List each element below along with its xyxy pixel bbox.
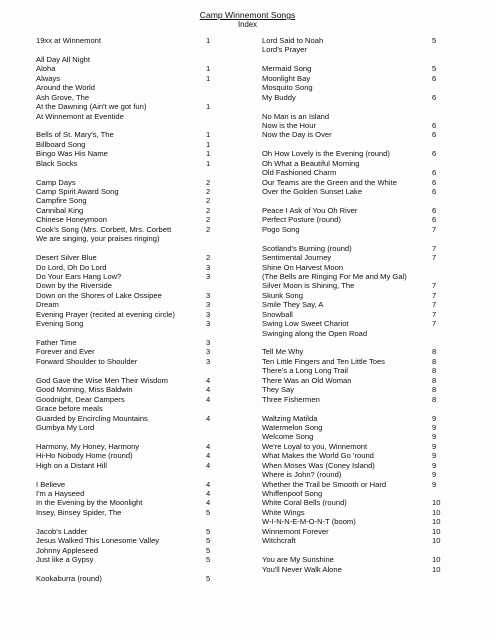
song-title: We are singing, your praises ringing) <box>36 234 160 244</box>
page-number: 5 <box>432 64 437 74</box>
page-number: 10 <box>432 517 441 527</box>
index-entry <box>36 319 218 328</box>
index-entry <box>262 319 442 328</box>
index-entry <box>262 130 442 139</box>
song-title: Do Your Ears Hang Low? <box>36 271 122 281</box>
song-title: Jacob's Ladder <box>36 526 88 536</box>
index-entry <box>262 168 442 177</box>
song-title: Evening Song <box>36 319 84 329</box>
blank-line <box>262 55 442 64</box>
blank-line <box>36 244 218 253</box>
page-number: 5 <box>206 507 211 517</box>
index-entry <box>36 385 218 394</box>
page-number: 3 <box>206 271 211 281</box>
page-number: 5 <box>206 545 211 555</box>
page-number: 7 <box>432 290 437 300</box>
song-title: Ash Grove, The <box>36 92 90 102</box>
song-title: Moonlight Bay <box>262 73 311 83</box>
blank-line <box>262 338 442 347</box>
page-number: 8 <box>432 356 437 366</box>
page-number: 1 <box>206 36 211 45</box>
index-entry <box>262 272 442 281</box>
page-number: 1 <box>206 73 211 83</box>
page-number: 9 <box>432 441 437 451</box>
song-title: Lord's Prayer <box>262 45 307 55</box>
song-title: Swinging along the Open Road <box>262 328 368 338</box>
song-title: Our Teams are the Green and the White <box>262 177 397 187</box>
index-entry <box>262 376 442 385</box>
page-number: 4 <box>206 460 211 470</box>
page-number: 5 <box>206 536 211 546</box>
index-entry <box>36 376 218 385</box>
index-entry <box>36 574 218 583</box>
song-title: Watermelon Song <box>262 422 323 432</box>
page-number: 3 <box>206 290 211 300</box>
page-number: 7 <box>432 309 437 319</box>
song-title: (The Bells are Ringing For Me and My Gal) <box>262 271 407 281</box>
song-title: Chinese Honeymoon <box>36 215 107 225</box>
index-entry <box>36 206 218 215</box>
page-number: 9 <box>432 413 437 423</box>
song-title: Old Fashioned Charm <box>262 168 337 178</box>
index-entry <box>262 300 442 309</box>
page-number: 4 <box>206 498 211 508</box>
index-entry <box>262 536 442 545</box>
song-title: Bells of St. Mary's, The <box>36 130 114 140</box>
index-entry <box>262 508 442 517</box>
page-number: 8 <box>432 385 437 395</box>
index-entry <box>262 385 442 394</box>
song-title: They Say <box>262 385 295 395</box>
page-number: 10 <box>432 555 441 565</box>
page-number: 2 <box>206 196 211 206</box>
song-title: 19xx at Winnemont <box>36 36 101 45</box>
page-number: 1 <box>206 102 211 112</box>
song-title: Shine On Harvest Moon <box>262 262 344 272</box>
page-number: 1 <box>206 158 211 168</box>
page-number: 6 <box>432 73 437 83</box>
page-number: 6 <box>432 149 437 159</box>
index-entry <box>262 498 442 507</box>
page-number: 10 <box>432 526 441 536</box>
index-entry <box>36 253 218 262</box>
page-number: 6 <box>432 177 437 187</box>
index-entry <box>36 36 218 45</box>
index-entry <box>36 404 218 413</box>
index-entry <box>262 291 442 300</box>
blank-line <box>36 432 218 441</box>
page-number: 4 <box>206 489 211 498</box>
index-entry <box>262 206 442 215</box>
page-number: 3 <box>206 300 211 310</box>
page-number: 2 <box>206 177 211 187</box>
song-title: Johnny Appleseed <box>36 545 99 555</box>
index-entry <box>36 480 218 489</box>
page-number: 9 <box>432 422 437 432</box>
song-title: Gumbya My Lord <box>36 422 95 432</box>
index-entry <box>262 347 442 356</box>
index-entry <box>36 281 218 290</box>
index-entry <box>36 93 218 102</box>
page-number: 6 <box>432 168 437 178</box>
song-title: Insey, Binsey Spider, The <box>36 507 122 517</box>
song-title: At the Dawning (Ain't we got fun) <box>36 102 147 112</box>
song-title: Guarded by Encircling Mountains <box>36 413 148 423</box>
song-title: Oh What a Beautiful Morning <box>262 158 360 168</box>
index-entry <box>36 159 218 168</box>
index-entry <box>262 489 442 498</box>
index-entry <box>36 498 218 507</box>
song-title: Perfect Posture (round) <box>262 215 341 225</box>
index-entry <box>36 357 218 366</box>
index-entry <box>36 310 218 319</box>
index-entry <box>36 234 218 243</box>
song-title: White Wings <box>262 507 305 517</box>
page-number: 9 <box>432 432 437 442</box>
song-title: When Moses Was (Coney Island) <box>262 460 375 470</box>
song-title: Always <box>36 73 61 83</box>
song-title: High on a Distant Hill <box>36 460 107 470</box>
song-title: Just like a Gypsy <box>36 555 94 565</box>
song-title: Kookaburra (round) <box>36 573 102 583</box>
song-title: Campfire Song <box>36 196 87 206</box>
song-title: Ten Little Fingers and Ten Little Toes <box>262 356 385 366</box>
index-entry <box>262 310 442 319</box>
song-title: Mosquito Song <box>262 83 313 93</box>
song-title: There's a Long Long Trail <box>262 366 348 376</box>
page-number: 4 <box>206 451 211 461</box>
index-entry <box>36 508 218 517</box>
song-title: Skunk Song <box>262 290 303 300</box>
index-entry <box>36 178 218 187</box>
blank-line <box>36 517 218 526</box>
song-title: Grace before meals <box>36 404 103 414</box>
page-number: 9 <box>432 479 437 489</box>
blank-line <box>262 234 442 243</box>
index-entry <box>36 423 218 432</box>
song-title: You'll Never Walk Alone <box>262 564 342 574</box>
song-title: Camp Days <box>36 177 76 187</box>
index-entry <box>262 281 442 290</box>
song-title: Winnemont Forever <box>262 526 329 536</box>
song-title: Scotland's Burning (round) <box>262 243 352 253</box>
index-entry <box>262 64 442 73</box>
page-number: 4 <box>206 375 211 385</box>
page-number: 2 <box>206 187 211 196</box>
page-number: 4 <box>206 479 211 489</box>
page-number: 6 <box>432 120 437 130</box>
index-entry <box>262 112 442 121</box>
page-number: 3 <box>206 262 211 272</box>
index-entry <box>262 74 442 83</box>
song-title: Billboard Song <box>36 139 86 149</box>
index-entry <box>36 225 218 234</box>
index-entry <box>262 263 442 272</box>
index-entry <box>262 442 442 451</box>
page-subtitle: Index <box>237 20 258 29</box>
index-entry <box>36 112 218 121</box>
index-entry <box>36 414 218 423</box>
page-number: 4 <box>206 385 211 395</box>
index-entry <box>36 64 218 73</box>
page-number: 2 <box>206 253 211 263</box>
index-entry <box>262 527 442 536</box>
song-title: What Makes the World Go 'round <box>262 451 374 461</box>
page-number: 8 <box>432 375 437 385</box>
page-number: 8 <box>432 347 437 357</box>
index-entry <box>262 555 442 564</box>
song-title: Cannibal King <box>36 205 84 215</box>
page-number: 3 <box>206 347 211 357</box>
song-title: Tell Me Why <box>262 347 304 357</box>
page-number: 9 <box>432 470 437 480</box>
page-number: 3 <box>206 319 211 329</box>
song-title: Forward Shoulder to Shoulder <box>36 356 138 366</box>
song-title: Pogo Song <box>262 224 300 234</box>
song-title: Bingo Was His Name <box>36 149 108 159</box>
index-entry <box>262 461 442 470</box>
index-entry <box>262 480 442 489</box>
song-title: There Was an Old Woman <box>262 375 352 385</box>
blank-line <box>36 168 218 177</box>
page-number: 7 <box>432 319 437 329</box>
song-title: Waltzing Matilda <box>262 413 318 423</box>
index-entry <box>36 347 218 356</box>
index-entry <box>262 244 442 253</box>
index-entry <box>36 291 218 300</box>
index-entry <box>262 178 442 187</box>
left-index-column <box>36 36 218 583</box>
page-number: 1 <box>206 139 211 149</box>
index-entry <box>262 565 442 574</box>
song-title: I Believe <box>36 479 66 489</box>
page-number: 5 <box>206 526 211 536</box>
blank-line <box>36 565 218 574</box>
page-number: 7 <box>432 281 437 291</box>
song-title: Father Time <box>36 338 77 347</box>
page-number: 9 <box>432 460 437 470</box>
index-entry <box>36 489 218 498</box>
index-entry <box>262 93 442 102</box>
song-title: White Coral Bells (round) <box>262 498 347 508</box>
index-entry <box>262 357 442 366</box>
index-entry <box>262 149 442 158</box>
song-title: Welcome Song <box>262 432 314 442</box>
song-title: Lord Said to Noah <box>262 36 324 45</box>
index-entry <box>36 395 218 404</box>
page-number: 10 <box>432 507 441 517</box>
index-entry <box>36 263 218 272</box>
song-title: We're Loyal to you, Winnemont <box>262 441 368 451</box>
blank-line <box>36 121 218 130</box>
page-number: 4 <box>206 441 211 451</box>
song-title: Good Morning, Miss Baldwin <box>36 385 133 395</box>
song-title: In the Evening by the Moonlight <box>36 498 143 508</box>
page-number: 7 <box>432 243 437 253</box>
song-title: Where is John? (round) <box>262 470 342 480</box>
blank-line <box>262 546 442 555</box>
index-entry <box>36 149 218 158</box>
page-number: 2 <box>206 205 211 215</box>
index-entry <box>262 187 442 196</box>
song-title: Whiffenpoof Song <box>262 489 323 498</box>
song-title: Desert Silver Blue <box>36 253 97 263</box>
blank-line <box>36 45 218 54</box>
index-entry <box>262 225 442 234</box>
page-number: 5 <box>206 573 211 583</box>
song-title: Around the World <box>36 83 95 93</box>
index-entry <box>262 366 442 375</box>
song-title: Swing Low Sweet Chariot <box>262 319 349 329</box>
page-number: 6 <box>432 215 437 225</box>
index-entry <box>36 215 218 224</box>
index-entry <box>36 272 218 281</box>
index-entry <box>262 83 442 92</box>
index-entry <box>262 36 442 45</box>
index-entry <box>262 470 442 479</box>
index-entry <box>262 329 442 338</box>
page-number: 6 <box>432 187 437 196</box>
blank-line <box>262 102 442 111</box>
song-title: Smile They Say, A <box>262 300 324 310</box>
index-entry <box>36 442 218 451</box>
song-title: Black Socks <box>36 158 78 168</box>
index-entry <box>262 423 442 432</box>
song-title: Down by the Riverside <box>36 281 112 291</box>
index-entry <box>36 546 218 555</box>
index-entry <box>36 555 218 564</box>
index-entry <box>36 74 218 83</box>
song-title: W-I-N-N-E-M-O-N-T (boom) <box>262 517 356 527</box>
song-title: God Gave the Wise Men Their Wisdom <box>36 375 168 385</box>
page-number: 2 <box>206 224 211 234</box>
index-entry <box>262 159 442 168</box>
page-number: 10 <box>432 564 441 574</box>
page-number: 1 <box>206 130 211 140</box>
song-title: Hi-Ho Nobody Home (round) <box>36 451 133 461</box>
index-entry <box>36 55 218 64</box>
index-entry <box>36 300 218 309</box>
song-title: Evening Prayer (recited at evening circle) <box>36 309 175 319</box>
song-title: Peace I Ask of You Oh River <box>262 205 358 215</box>
song-title: Over the Golden Sunset Lake <box>262 187 363 196</box>
page-number: 3 <box>206 309 211 319</box>
song-title: Witchcraft <box>262 536 296 546</box>
index-entry <box>36 140 218 149</box>
song-title: Silver Moon is Shining, The <box>262 281 355 291</box>
song-title: Camp Spirit Award Song <box>36 187 119 196</box>
page-number: 3 <box>206 338 211 347</box>
right-index-column <box>262 36 442 574</box>
song-title: Oh How Lovely is the Evening (round) <box>262 149 390 159</box>
page-number: 6 <box>432 130 437 140</box>
song-title: You are My Sunshine <box>262 555 334 565</box>
page-number: 4 <box>206 394 211 404</box>
index-entry <box>262 395 442 404</box>
page-number: 8 <box>432 366 437 376</box>
index-entry <box>36 338 218 347</box>
page-number: 7 <box>432 224 437 234</box>
page-number: 9 <box>432 451 437 461</box>
page-number: 4 <box>206 413 211 423</box>
page-number: 6 <box>432 92 437 102</box>
index-entry <box>262 517 442 526</box>
page-number: 3 <box>206 356 211 366</box>
song-title: Jesus Walked This Lonesome Valley <box>36 536 160 546</box>
index-entry <box>262 451 442 460</box>
page-number: 1 <box>206 149 211 159</box>
page-number: 5 <box>432 36 437 45</box>
page-number: 7 <box>432 253 437 263</box>
song-title: At Winnemont at Eventide <box>36 111 124 121</box>
song-title: Mermaid Song <box>262 64 312 74</box>
blank-line <box>36 329 218 338</box>
index-entry <box>36 461 218 470</box>
song-title: Now the Day is Over <box>262 130 332 140</box>
page-number: 2 <box>206 215 211 225</box>
song-title: Sentimental Journey <box>262 253 332 263</box>
song-title: Three Fishermen <box>262 394 320 404</box>
index-entry <box>36 527 218 536</box>
page-number: 10 <box>432 536 441 546</box>
page-title: Camp Winnemont Songs <box>199 10 296 20</box>
page-number: 10 <box>432 498 441 508</box>
blank-line <box>36 470 218 479</box>
index-entry <box>262 215 442 224</box>
song-title: Dream <box>36 300 59 310</box>
blank-line <box>262 404 442 413</box>
index-entry <box>262 414 442 423</box>
song-title: Down on the Shores of Lake Ossipee <box>36 290 162 300</box>
blank-line <box>262 140 442 149</box>
index-entry <box>36 196 218 205</box>
index-entry <box>36 187 218 196</box>
page-number: 1 <box>206 64 211 74</box>
song-title: No Man is an Island <box>262 111 330 121</box>
page-number: 6 <box>432 205 437 215</box>
song-title: All Day All Night <box>36 54 91 64</box>
blank-line <box>262 196 442 205</box>
song-title: My Buddy <box>262 92 296 102</box>
index-entry <box>36 451 218 460</box>
song-title: Snowball <box>262 309 293 319</box>
page-number: 8 <box>432 394 437 404</box>
index-entry <box>36 130 218 139</box>
index-entry <box>262 121 442 130</box>
blank-line <box>36 366 218 375</box>
index-entry <box>36 83 218 92</box>
song-title: Do Lord, Oh Do Lord <box>36 262 107 272</box>
page-number: 7 <box>432 300 437 310</box>
index-entry <box>36 102 218 111</box>
song-title: Now is the Hour <box>262 120 317 130</box>
song-title: Forever and Ever <box>36 347 95 357</box>
song-title: Harmony, My Honey, Harmony <box>36 441 140 451</box>
index-entry <box>262 253 442 262</box>
song-title: Goodnight, Dear Campers <box>36 394 125 404</box>
index-entry <box>262 432 442 441</box>
song-title: Cook's Song (Mrs. Corbett, Mrs. Corbett <box>36 224 172 234</box>
index-entry <box>262 45 442 54</box>
song-title: Aloha <box>36 64 56 74</box>
song-title: Whether the Trail be Smooth or Hard <box>262 479 387 489</box>
index-entry <box>36 536 218 545</box>
song-title: I'm a Hayseed <box>36 489 85 498</box>
page-number: 5 <box>206 555 211 565</box>
